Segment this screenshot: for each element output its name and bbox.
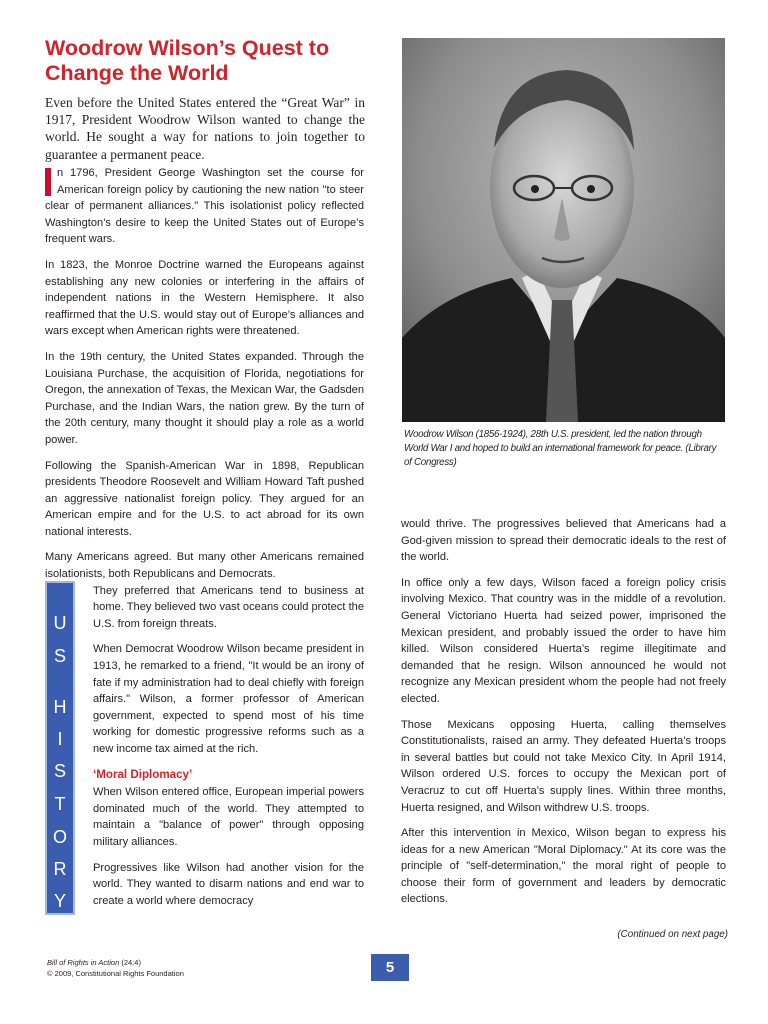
sidebar-letter: O [52,826,67,847]
title-line-1: Woodrow Wilson’s Quest to [45,36,330,60]
paragraph-1796-text: n 1796, President George Washington set the course for American foreign policy by cautioning the new nation "to steer clear of permanent alliances." This isolationist policy reflected Washington’s desire to keep the United States out of Europe’s frequent wars. [45,167,364,246]
footer-credits [47,957,184,979]
intro-paragraph: Even before the United States entered the “Great War” in 1917, President Woodrow Wilson wanted to change the world. He sought a way for nations to join together to guarantee a permanent peace. [45,95,365,162]
wilson-portrait-photo [402,38,725,422]
title-line-2: Change the World [45,61,229,85]
us-history-sidebar [45,581,75,915]
photo-caption: Woodrow Wilson (1856-1924), 28th U.S. president, led the nation through World War I and hoped to build an international framework for peace. (Library of Congress) [404,429,717,468]
footer-publication-title: Bill of Rights in Action [47,958,120,967]
sidebar-letter: S [53,760,66,781]
paragraph-spanish-american-war: Following the Spanish-American War in 1898, Republican presidents Theodore Roosevelt and William Howard Taft pushed an aggressive nationalist foreign policy. They argued for an American empire and for the U.S. to act abroad for its own national interests. [45,459,364,538]
paragraph-moral-diplomacy: After this intervention in Mexico, Wilson began to express his ideas for a new American "Moral Diplomacy." At its core was the principle of "self-determination," the moral right of people to choose their form of government and leaders by democratic elections. [401,827,726,906]
paragraph-many-americans: Many Americans agreed. But many other Americans remained isolationists, both Republicans and Democrats. [45,551,364,581]
paragraph-constitutionalists: Those Mexicans opposing Huerta, calling themselves Constitutionalists, raised an army. They defeated Huerta’s troops in several battles but could not take Mexico City. In April 1914, Wilson ordered U.S. forces to occupy the Mexican port of Veracruz to cut off Huerta’s supply lines. Within three months, Huerta resigned, and Wilson withdrew U.S. troops. [401,718,726,814]
sidebar-letter: R [53,858,67,879]
paragraph-mexico-crisis: In office only a few days, Wilson faced a foreign policy crisis involving Mexico. That country was in the middle of a revolution. General Victoriano Huerta had seized power, imprisoned the Mexican president, and probably issued the order to have him killed. Wilson considered Huerta’s regime illegitimate and demanded that he resign. Wilson announced he would not recognize any Mexican president whom the people had not freely elected. [401,576,726,705]
continued-on-next-page: (Continued on next page) [617,929,728,940]
paragraph-19th-century: In the 19th century, the United States expanded. Through the Louisiana Purchase, the acquisition of Florida, negotiations for Oregon, the annexation of Texas, the Mexican War, the Gadsden Purchase, and the Indian Wars, the nation grew. By the turn of the 20th century, many thought it should play a role as a world power. [45,350,364,446]
page-number: 5 [371,954,409,981]
sidebar-letter: T [54,793,66,814]
paragraph-1796 [45,165,364,248]
sidebar-letter: H [53,696,67,717]
sidebar-letter: Y [53,890,66,911]
sidebar-section [45,583,364,910]
sidebar-letter: I [57,728,63,749]
footer-issue: (24:4) [119,958,141,967]
left-column [45,165,364,918]
paragraph-imperial-powers: When Wilson entered office, European imperial powers dominated much of the world. They attempted to maintain a "balance of power" through opposing military alliances. [93,786,364,848]
paragraph-progressives: Progressives like Wilson had another vision for the world. They wanted to disarm nations and end war to create a world where democracy [93,861,364,907]
paragraph-monroe: In 1823, the Monroe Doctrine warned the Europeans against establishing any new colonies or interfering in the affairs of independent nations in the Western Hemisphere. It also reaffirmed that the U.S. would stay out of Europe’s alliances and wars except when American rights were threatened. [45,258,364,338]
footer-copyright: © 2009, Constitutional Rights Foundation [47,969,184,978]
subheading-moral-diplomacy: ‘Moral Diplomacy’ [93,767,193,781]
drop-cap-bar [45,168,51,196]
paragraph-isolationists: They preferred that Americans tend to business at home. They believed two vast oceans could protect the U.S. from foreign threats. [93,584,364,630]
article-title [45,36,385,86]
sidebar-letter: S [53,645,66,666]
footer-publication [47,957,184,968]
paragraph-progressives-continued: would thrive. The progressives believed that Americans had a God-given mission to spread their democratic ideals to the rest of the world. [401,518,726,564]
paragraph-wilson-1913: When Democrat Woodrow Wilson became president in 1913, he remarked to a friend, "It would be an irony of fate if my administration had to deal chiefly with foreign affairs." Wilson, a former professor of American government, expected to spend most of his time working for domestic progressive reforms such as a new income tax aimed at the rich. [93,643,364,755]
right-column [401,516,726,917]
sidebar-letter: U [53,612,67,633]
